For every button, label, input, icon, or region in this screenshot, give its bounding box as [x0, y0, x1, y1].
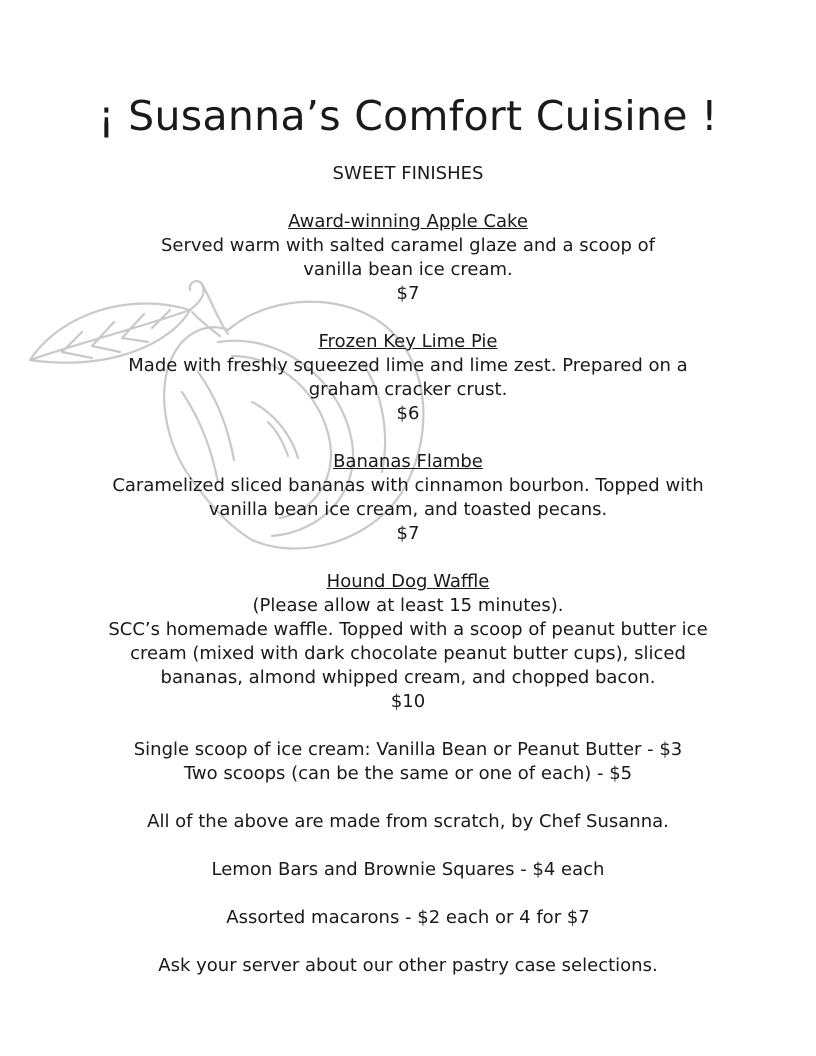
item-description: cream (mixed with dark chocolate peanut butter cups), sliced: [130, 643, 686, 664]
item-name: Award-winning Apple Cake: [288, 211, 528, 232]
pastry-note: [0, 954, 816, 978]
restaurant-title: ¡ Susanna’s Comfort Cuisine !: [98, 92, 718, 140]
item-price: $10: [390, 691, 426, 712]
menu-item-apple-cake: [0, 210, 816, 306]
macarons-line: [0, 906, 816, 930]
scratch-note-text: All of the above are made from scratch, by Chef Susanna.: [147, 811, 669, 832]
item-description: graham cracker crust.: [308, 379, 508, 400]
item-price: $7: [396, 523, 420, 544]
menu-list: [0, 210, 816, 1002]
item-note: (Please allow at least 15 minutes).: [252, 595, 564, 616]
item-description: vanilla bean ice cream.: [303, 259, 513, 280]
item-name: Frozen Key Lime Pie: [318, 331, 498, 352]
item-description: bananas, almond whipped cream, and chopped bacon.: [160, 667, 656, 688]
menu-item-bananas-flambe: [0, 450, 816, 546]
item-description: SCC’s homemade waffle. Topped with a scoop of peanut butter ice: [108, 619, 708, 640]
bars-text: Lemon Bars and Brownie Squares - $4 each: [211, 859, 605, 880]
item-price: $7: [396, 283, 420, 304]
item-name: Hound Dog Waffle: [326, 571, 490, 592]
ice-cream-options: [0, 738, 816, 786]
item-description: vanilla bean ice cream, and toasted pecans.: [208, 499, 608, 520]
item-description: Caramelized sliced bananas with cinnamon bourbon. Topped with: [112, 475, 704, 496]
single-scoop-line: Single scoop of ice cream: Vanilla Bean or Peanut Butter - $3: [133, 739, 683, 760]
macarons-text: Assorted macarons - $2 each or 4 for $7: [226, 907, 590, 928]
bars-line: [0, 858, 816, 882]
section-heading: SWEET FINISHES: [332, 163, 484, 184]
item-price: $6: [396, 403, 420, 424]
menu-item-key-lime-pie: [0, 330, 816, 426]
item-description: Served warm with salted caramel glaze and a scoop of: [161, 235, 655, 256]
item-description: Made with freshly squeezed lime and lime zest. Prepared on a: [128, 355, 688, 376]
scratch-note: [0, 810, 816, 834]
pastry-note-text: Ask your server about our other pastry case selections.: [158, 955, 658, 976]
menu-item-hound-dog-waffle: [0, 570, 816, 714]
item-name: Bananas Flambe: [333, 451, 483, 472]
two-scoops-line: Two scoops (can be the same or one of each) - $5: [183, 763, 633, 784]
